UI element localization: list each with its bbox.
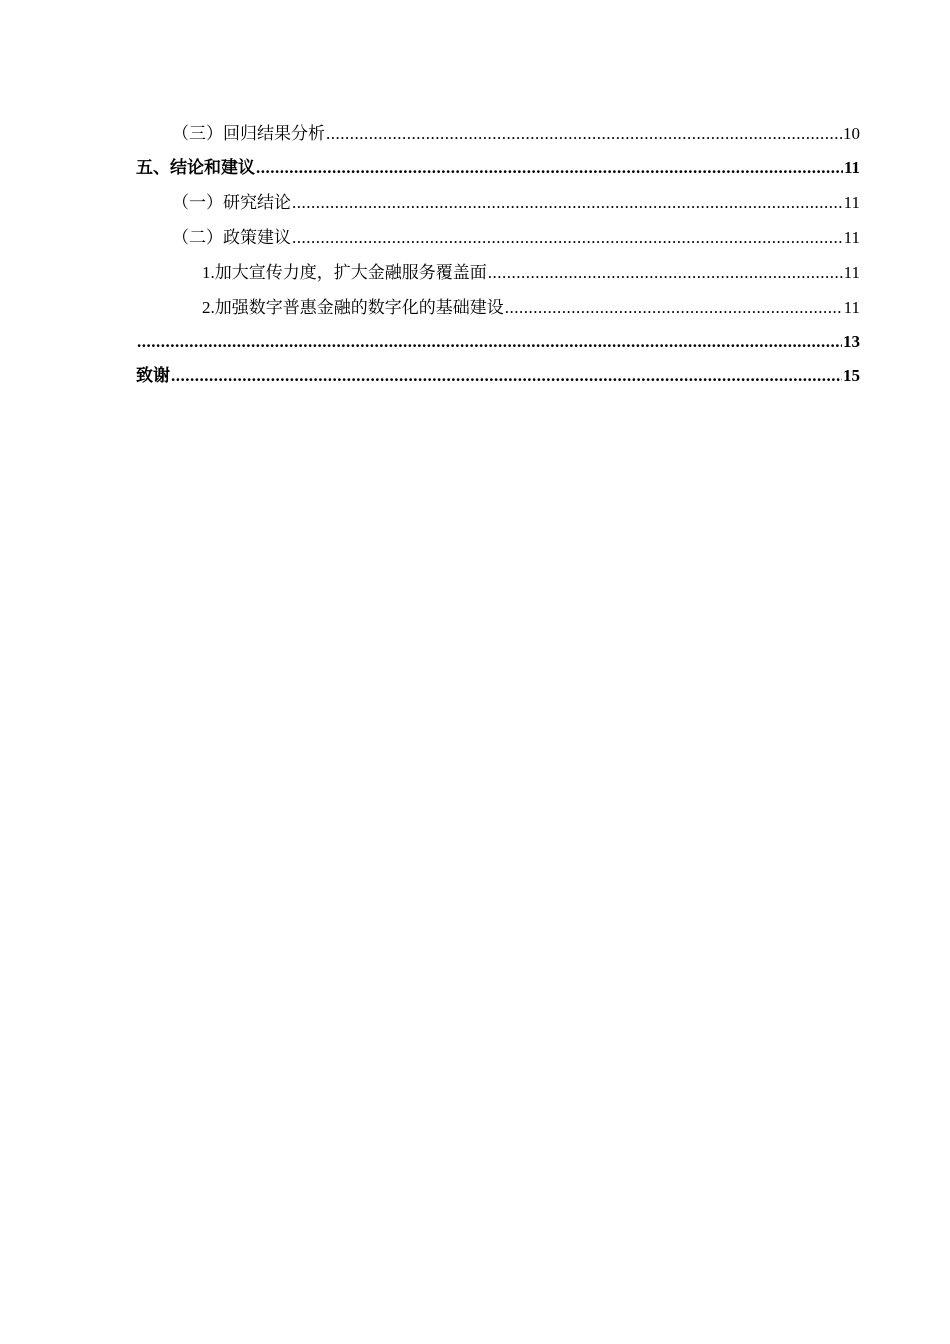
toc-dot-leader <box>488 255 843 290</box>
toc-entry[interactable] <box>136 220 860 255</box>
toc-dot-leader <box>256 151 843 185</box>
toc-entry[interactable] <box>136 325 860 359</box>
toc-entry-title: 致谢 <box>136 366 170 385</box>
toc-entry-page: 13 <box>843 332 860 351</box>
toc-entry[interactable] <box>136 255 860 290</box>
toc-dot-leader <box>292 220 843 255</box>
toc-entry-page: 11 <box>843 298 860 317</box>
toc-entry[interactable] <box>136 151 860 185</box>
toc-entry[interactable] <box>136 359 860 393</box>
toc-entry-page: 11 <box>843 263 860 282</box>
toc-entry-page: 10 <box>843 124 860 143</box>
toc-entry-title: 1.加大宣传力度，扩大金融服务覆盖面 <box>202 263 487 282</box>
toc-entry[interactable] <box>136 116 860 151</box>
toc-entry-page: 11 <box>843 158 860 177</box>
toc-dot-leader <box>292 185 843 220</box>
toc-entry-title: 五、结论和建议 <box>136 158 255 177</box>
toc-entry-title: （一）研究结论 <box>172 193 291 212</box>
toc-entry-title: （三）回归结果分析 <box>172 124 325 143</box>
toc-entry[interactable] <box>136 290 860 325</box>
table-of-contents <box>136 116 860 393</box>
toc-entry-page: 11 <box>843 228 860 247</box>
toc-entry-title: 2.加强数字普惠金融的数字化的基础建设 <box>202 298 504 317</box>
toc-entry[interactable] <box>136 185 860 220</box>
toc-entry-page: 15 <box>843 366 860 385</box>
toc-entry-page: 11 <box>843 193 860 212</box>
toc-dot-leader <box>505 290 843 325</box>
toc-entry-title: （二）政策建议 <box>172 228 291 247</box>
toc-dot-leader <box>137 325 842 359</box>
toc-dot-leader <box>171 359 842 393</box>
toc-dot-leader <box>326 116 842 151</box>
